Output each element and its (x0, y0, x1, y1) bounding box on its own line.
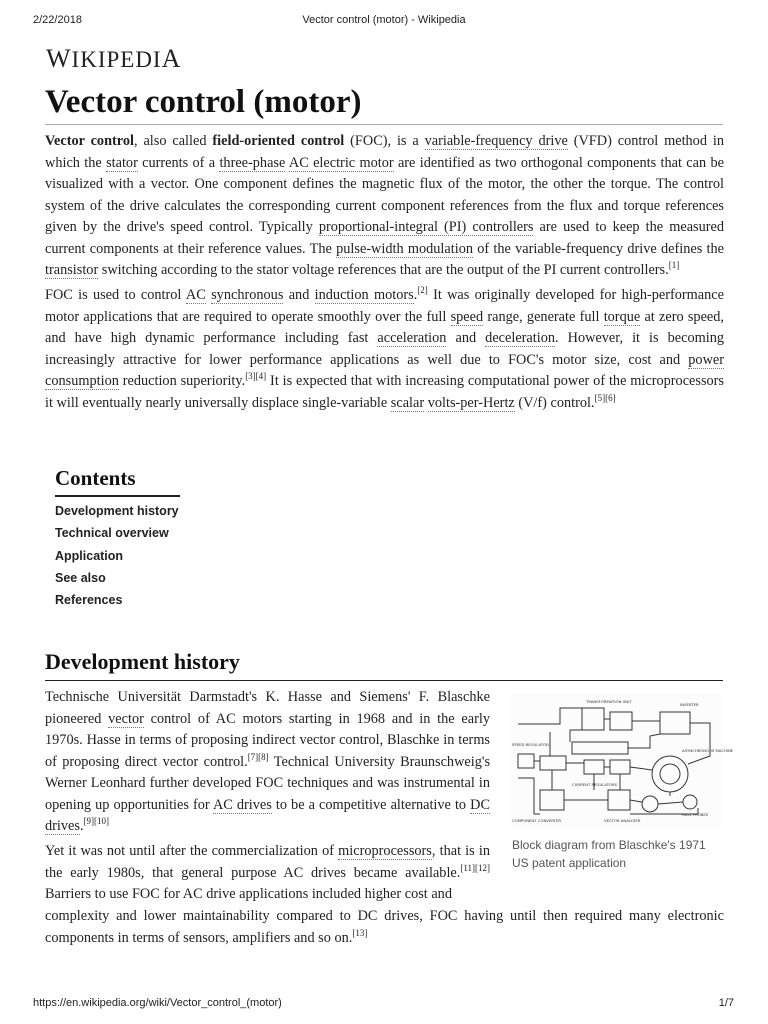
text-run: . However, it is becoming increasingly attractive for lower performance applications as well due to FOC's motor size, cost and (45, 330, 724, 368)
text-run: . (79, 818, 84, 834)
wiki-link[interactable]: AC drives (212, 796, 272, 813)
wiki-link[interactable]: stator (106, 154, 138, 171)
wiki-link[interactable]: power consumption (45, 351, 724, 389)
table-of-contents (55, 503, 179, 614)
citation-ref[interactable]: [13] (352, 927, 368, 938)
diagram-label-converter: COMPONENT CONVERTER (512, 818, 561, 823)
wiki-link[interactable]: volts-per-Hertz (427, 394, 515, 411)
diagram-label-machine: ASYNCHRONOUS MACHINE (682, 748, 734, 753)
toc-item-application[interactable]: Application (55, 548, 124, 563)
citation-ref[interactable]: [2] (417, 285, 428, 296)
wikipedia-logo[interactable] (46, 44, 181, 74)
history-paragraph-2b (45, 906, 724, 949)
logo-letters: IKIPEDI (71, 47, 162, 72)
text-run: It is expected that with increasing computational power of the microprocessors it will eventually nearly universally displace single-variable (45, 373, 724, 411)
intro-paragraph-2 (45, 285, 724, 414)
wiki-link[interactable]: torque (603, 308, 641, 325)
text-run: Yet it was not until after the commercialization of (45, 843, 339, 859)
wiki-link[interactable]: induction motors (314, 287, 414, 303)
wiki-link[interactable]: synchronous (211, 287, 284, 303)
text-run: currents of a (137, 154, 220, 171)
wiki-link[interactable]: speed (450, 308, 484, 325)
diagram-label-hall: HALL PROBES (682, 812, 709, 817)
citation-ref[interactable]: [3][4] (245, 371, 267, 382)
logo-letter-w: W (46, 44, 72, 73)
wiki-link[interactable]: AC electric motor (288, 154, 394, 171)
toc-item-references[interactable]: References (55, 593, 123, 608)
text-run: are identified as two orthogonal components that can be visualized with a vector. One component defines the magnetic flux of the motor, the other the torque. The control system of the drive calculates the corresponding current component references from the flux and torque references given by the drive's speed control. Typically (45, 154, 724, 235)
wiki-link[interactable]: three-phase (219, 154, 286, 171)
diagram-label-inverter: INVERTER (680, 702, 699, 707)
wiki-link[interactable]: transistor (45, 262, 99, 278)
text-run: at zero speed, and have high dynamic performance including fast (45, 308, 724, 346)
diagram-label-analyzer: VECTOR ANALYZER (604, 818, 641, 823)
history-paragraph-1 (45, 687, 490, 838)
bold-term: Vector control (45, 133, 134, 149)
text-run: Technical University Braunschweig's Werner Leonhard further developed FOC techniques and was instrumental in opening up opportunities for (45, 753, 491, 813)
text-run: are used to keep the measured current components at their reference values. The (45, 219, 725, 257)
wiki-link[interactable]: proportional-integral (PI) controllers (318, 219, 534, 235)
wiki-link[interactable]: deceleration (485, 330, 556, 346)
wiki-link[interactable]: acceleration (377, 330, 447, 346)
citation-ref[interactable]: [5][6] (594, 392, 616, 403)
text-run: (VFD) control method in which the (45, 133, 724, 171)
wiki-link[interactable]: DC drives (45, 796, 491, 834)
toc-item-see-also[interactable]: See also (55, 570, 106, 585)
text-run: FOC is used to control (45, 287, 186, 303)
page-title: Vector control (motor) (45, 84, 362, 120)
text-run: and (446, 330, 486, 346)
block-diagram-figure[interactable] (510, 694, 734, 833)
citation-ref[interactable]: [1] (668, 260, 680, 271)
diagram-label-transformation: TRANSFORMATION UNIT (586, 699, 632, 704)
text-run: range, generate full (483, 308, 604, 325)
citation-ref[interactable]: [7][8] (247, 751, 269, 762)
block-diagram-image (510, 694, 734, 829)
toc-item-development-history[interactable]: Development history (55, 504, 179, 518)
wiki-link[interactable]: pulse-width modulation (336, 240, 473, 257)
figure-caption: Block diagram from Blaschke's 1971 US patent application (512, 838, 706, 870)
section-divider (45, 680, 723, 681)
text-run: , that is in the early 1980s, that general purpose AC drives became available. (45, 843, 490, 881)
wiki-link[interactable]: microprocessors (338, 843, 432, 859)
wiki-link[interactable]: scalar (390, 394, 425, 411)
text-run: Technische Universität Darmstadt's K. Hasse and Siemens' F. Blaschke pioneered (45, 689, 490, 727)
bold-term: field-oriented control (212, 133, 345, 149)
history-paragraph-2a (45, 841, 490, 906)
print-date: 2/22/2018 (33, 14, 82, 26)
wiki-link[interactable]: AC (185, 287, 206, 303)
text-run: complexity and lower maintainability compared to DC drives, FOC having until then required many electronic components in terms of sensors, amplifiers and so on. (45, 908, 724, 946)
print-page-title: Vector control (motor) - Wikipedia (302, 14, 466, 26)
text-run: of the variable-frequency drive defines the (473, 240, 724, 257)
text-run: . (413, 287, 418, 303)
section-heading: Development history (45, 649, 240, 674)
text-run: and (283, 287, 315, 303)
text-run: to be a competitive alternative to (271, 796, 471, 813)
text-run: control of AC motors starting in 1968 and in the early 1970s. Hasse in terms of proposing indirect vector control, Blaschke in terms of proposing direct vector control. (45, 710, 490, 770)
footer-page-number: 1/7 (718, 997, 734, 1009)
text-run: Barriers to use FOC for AC drive applications included higher cost and (45, 886, 452, 902)
wiki-link[interactable]: variable-frequency drive (424, 133, 568, 149)
text-run: reduction superiority. (118, 373, 246, 389)
toc-item-technical-overview[interactable]: Technical overview (55, 526, 169, 541)
logo-letter-a: A (161, 44, 182, 73)
citation-ref[interactable]: [9][10] (83, 816, 110, 827)
text-run: , also called (134, 133, 213, 149)
footer-url: https://en.wikipedia.org/wiki/Vector_control_(motor) (33, 997, 282, 1009)
citation-ref[interactable]: [11][12] (460, 862, 490, 873)
diagram-label-current: CURRENT REGULATORS (572, 782, 618, 787)
text-run: (V/f) control. (514, 394, 595, 411)
title-divider (45, 124, 723, 125)
intro-paragraph-1 (45, 131, 724, 282)
wiki-link[interactable]: vector (108, 710, 144, 727)
contents-title: Contents (55, 466, 180, 497)
text-run: It was originally developed for high-performance motor applications that are required to operate smoothly over the full (45, 287, 724, 325)
text-run: (FOC), is a (344, 133, 425, 149)
text-run: switching according to the stator voltage references that are the output of the PI current controllers. (98, 262, 669, 278)
diagram-label-speed: SPEED REGULATOR (512, 742, 549, 747)
